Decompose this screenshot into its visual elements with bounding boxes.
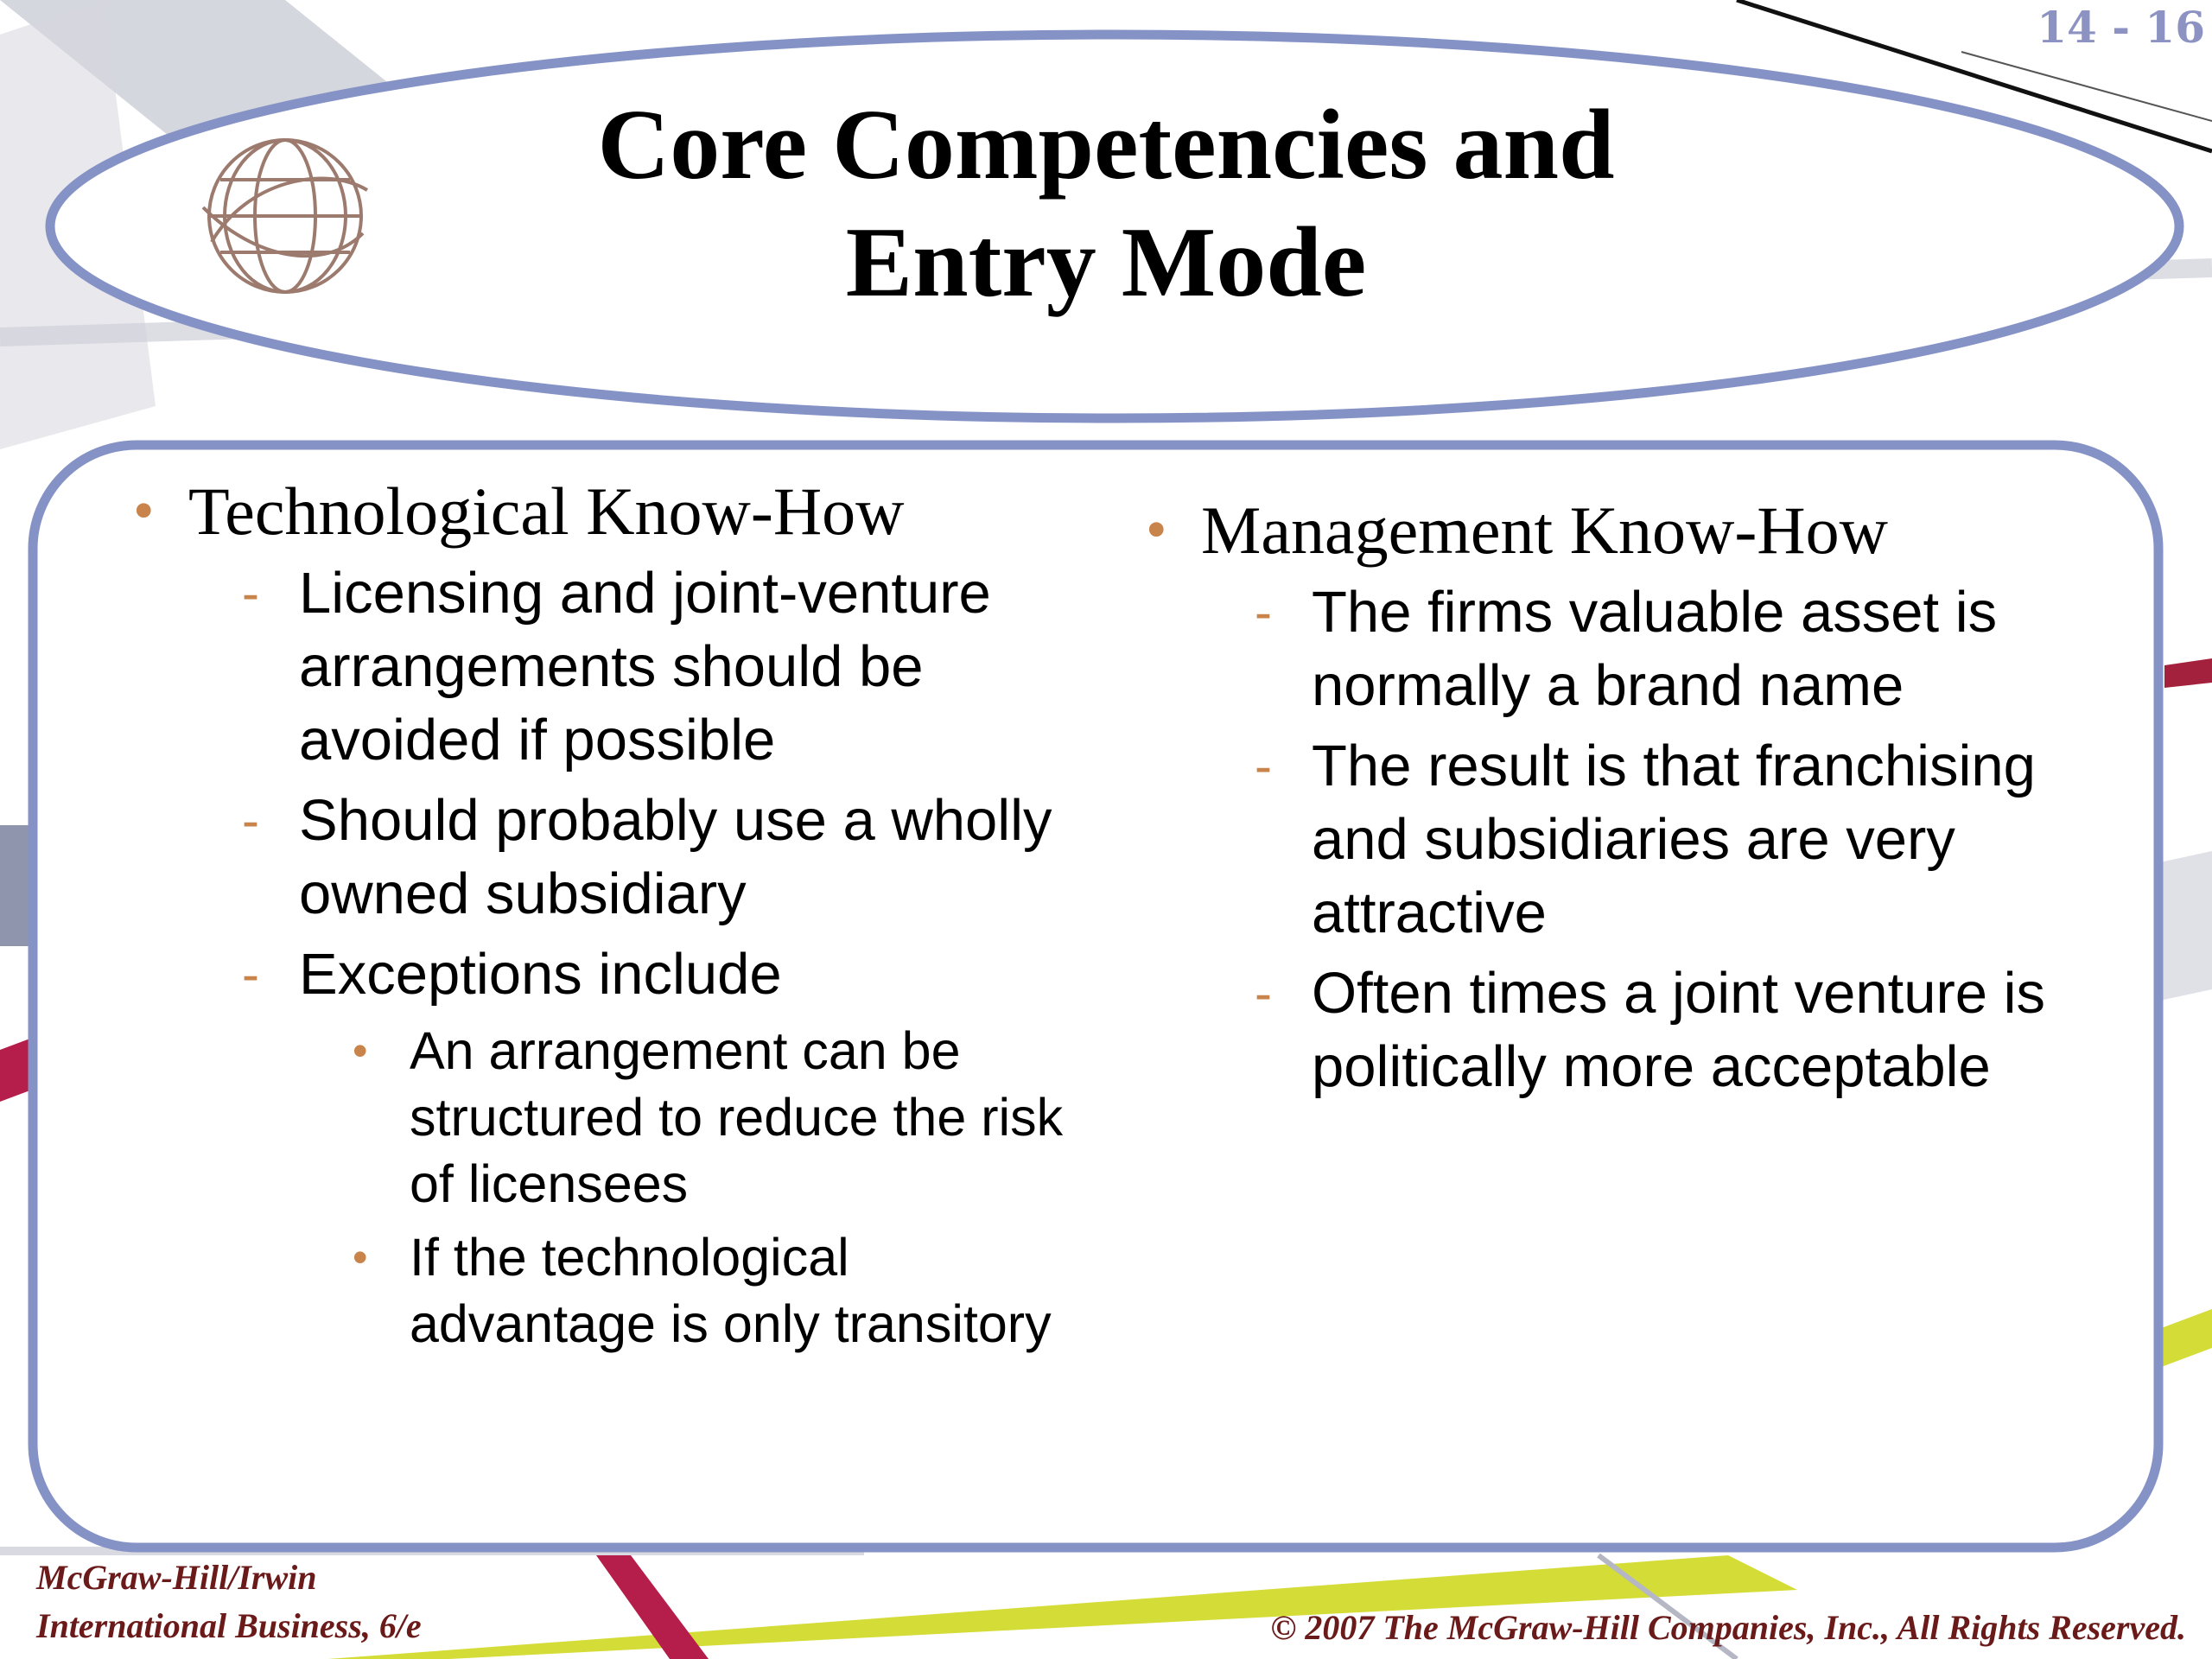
right-point	[1142, 957, 2119, 1103]
left-point-text: Exceptions include	[299, 942, 782, 1007]
exception-text: An arrangement can be structured to reduce the risk of licensees	[410, 1021, 1064, 1213]
right-point	[1142, 575, 2119, 722]
left-point-text: Should probably use a wholly owned subsidiary	[299, 788, 1052, 926]
right-point-text: The result is that franchising and subsidiaries are very attractive	[1312, 734, 2036, 945]
slide-number: 14 - 16	[2037, 2, 2205, 53]
left-column	[130, 474, 1071, 1357]
title-line-2: Entry Mode	[845, 207, 1367, 318]
right-point	[1142, 729, 2119, 950]
left-point	[130, 784, 1071, 931]
bullet-dot-icon: •	[1146, 497, 1167, 563]
bullet-dot-icon: •	[133, 478, 155, 544]
bullet-dash-icon: -	[242, 945, 259, 1003]
exception-item	[130, 1224, 1071, 1357]
bullet-dash-icon: -	[242, 791, 259, 849]
left-heading: Technological Know-How	[188, 474, 905, 549]
bullet-dot-icon: •	[353, 1027, 368, 1075]
title-line-1: Core Competencies and	[597, 90, 1615, 200]
bullet-dash-icon: -	[1255, 583, 1272, 641]
slide-title	[484, 86, 1728, 321]
bullet-dash-icon: -	[1255, 964, 1272, 1022]
footer-left	[36, 1554, 422, 1650]
footer-copyright: © 2007 The McGraw-Hill Companies, Inc., All Rights Reserved.	[1270, 1608, 2186, 1647]
right-point-text: The firms valuable asset is normally a brand name	[1312, 580, 1998, 718]
bg-stripe-red-right	[2164, 658, 2212, 688]
right-heading: Management Know-How	[1201, 493, 1888, 568]
bullet-dash-icon: -	[242, 564, 259, 622]
bg-stripe-slate-left	[0, 825, 31, 946]
bullet-dash-icon: -	[1255, 737, 1272, 795]
globe-logo-icon	[194, 130, 376, 302]
right-point-text: Often times a joint venture is politically more acceptable	[1312, 961, 2046, 1099]
left-point	[130, 938, 1071, 1011]
left-point-text: Licensing and joint-venture arrangements should be avoided if possible	[299, 561, 991, 772]
footer-book: International Business, 6/e	[36, 1606, 422, 1645]
exception-item	[130, 1018, 1071, 1217]
right-column	[1142, 493, 2119, 1103]
left-heading-item	[130, 474, 1071, 550]
right-heading-item	[1142, 493, 2119, 569]
left-point	[130, 556, 1071, 777]
exception-text: If the technological advantage is only transitory	[410, 1228, 1052, 1353]
bullet-dot-icon: •	[353, 1233, 368, 1281]
footer-publisher: McGraw-Hill/Irwin	[36, 1558, 317, 1597]
